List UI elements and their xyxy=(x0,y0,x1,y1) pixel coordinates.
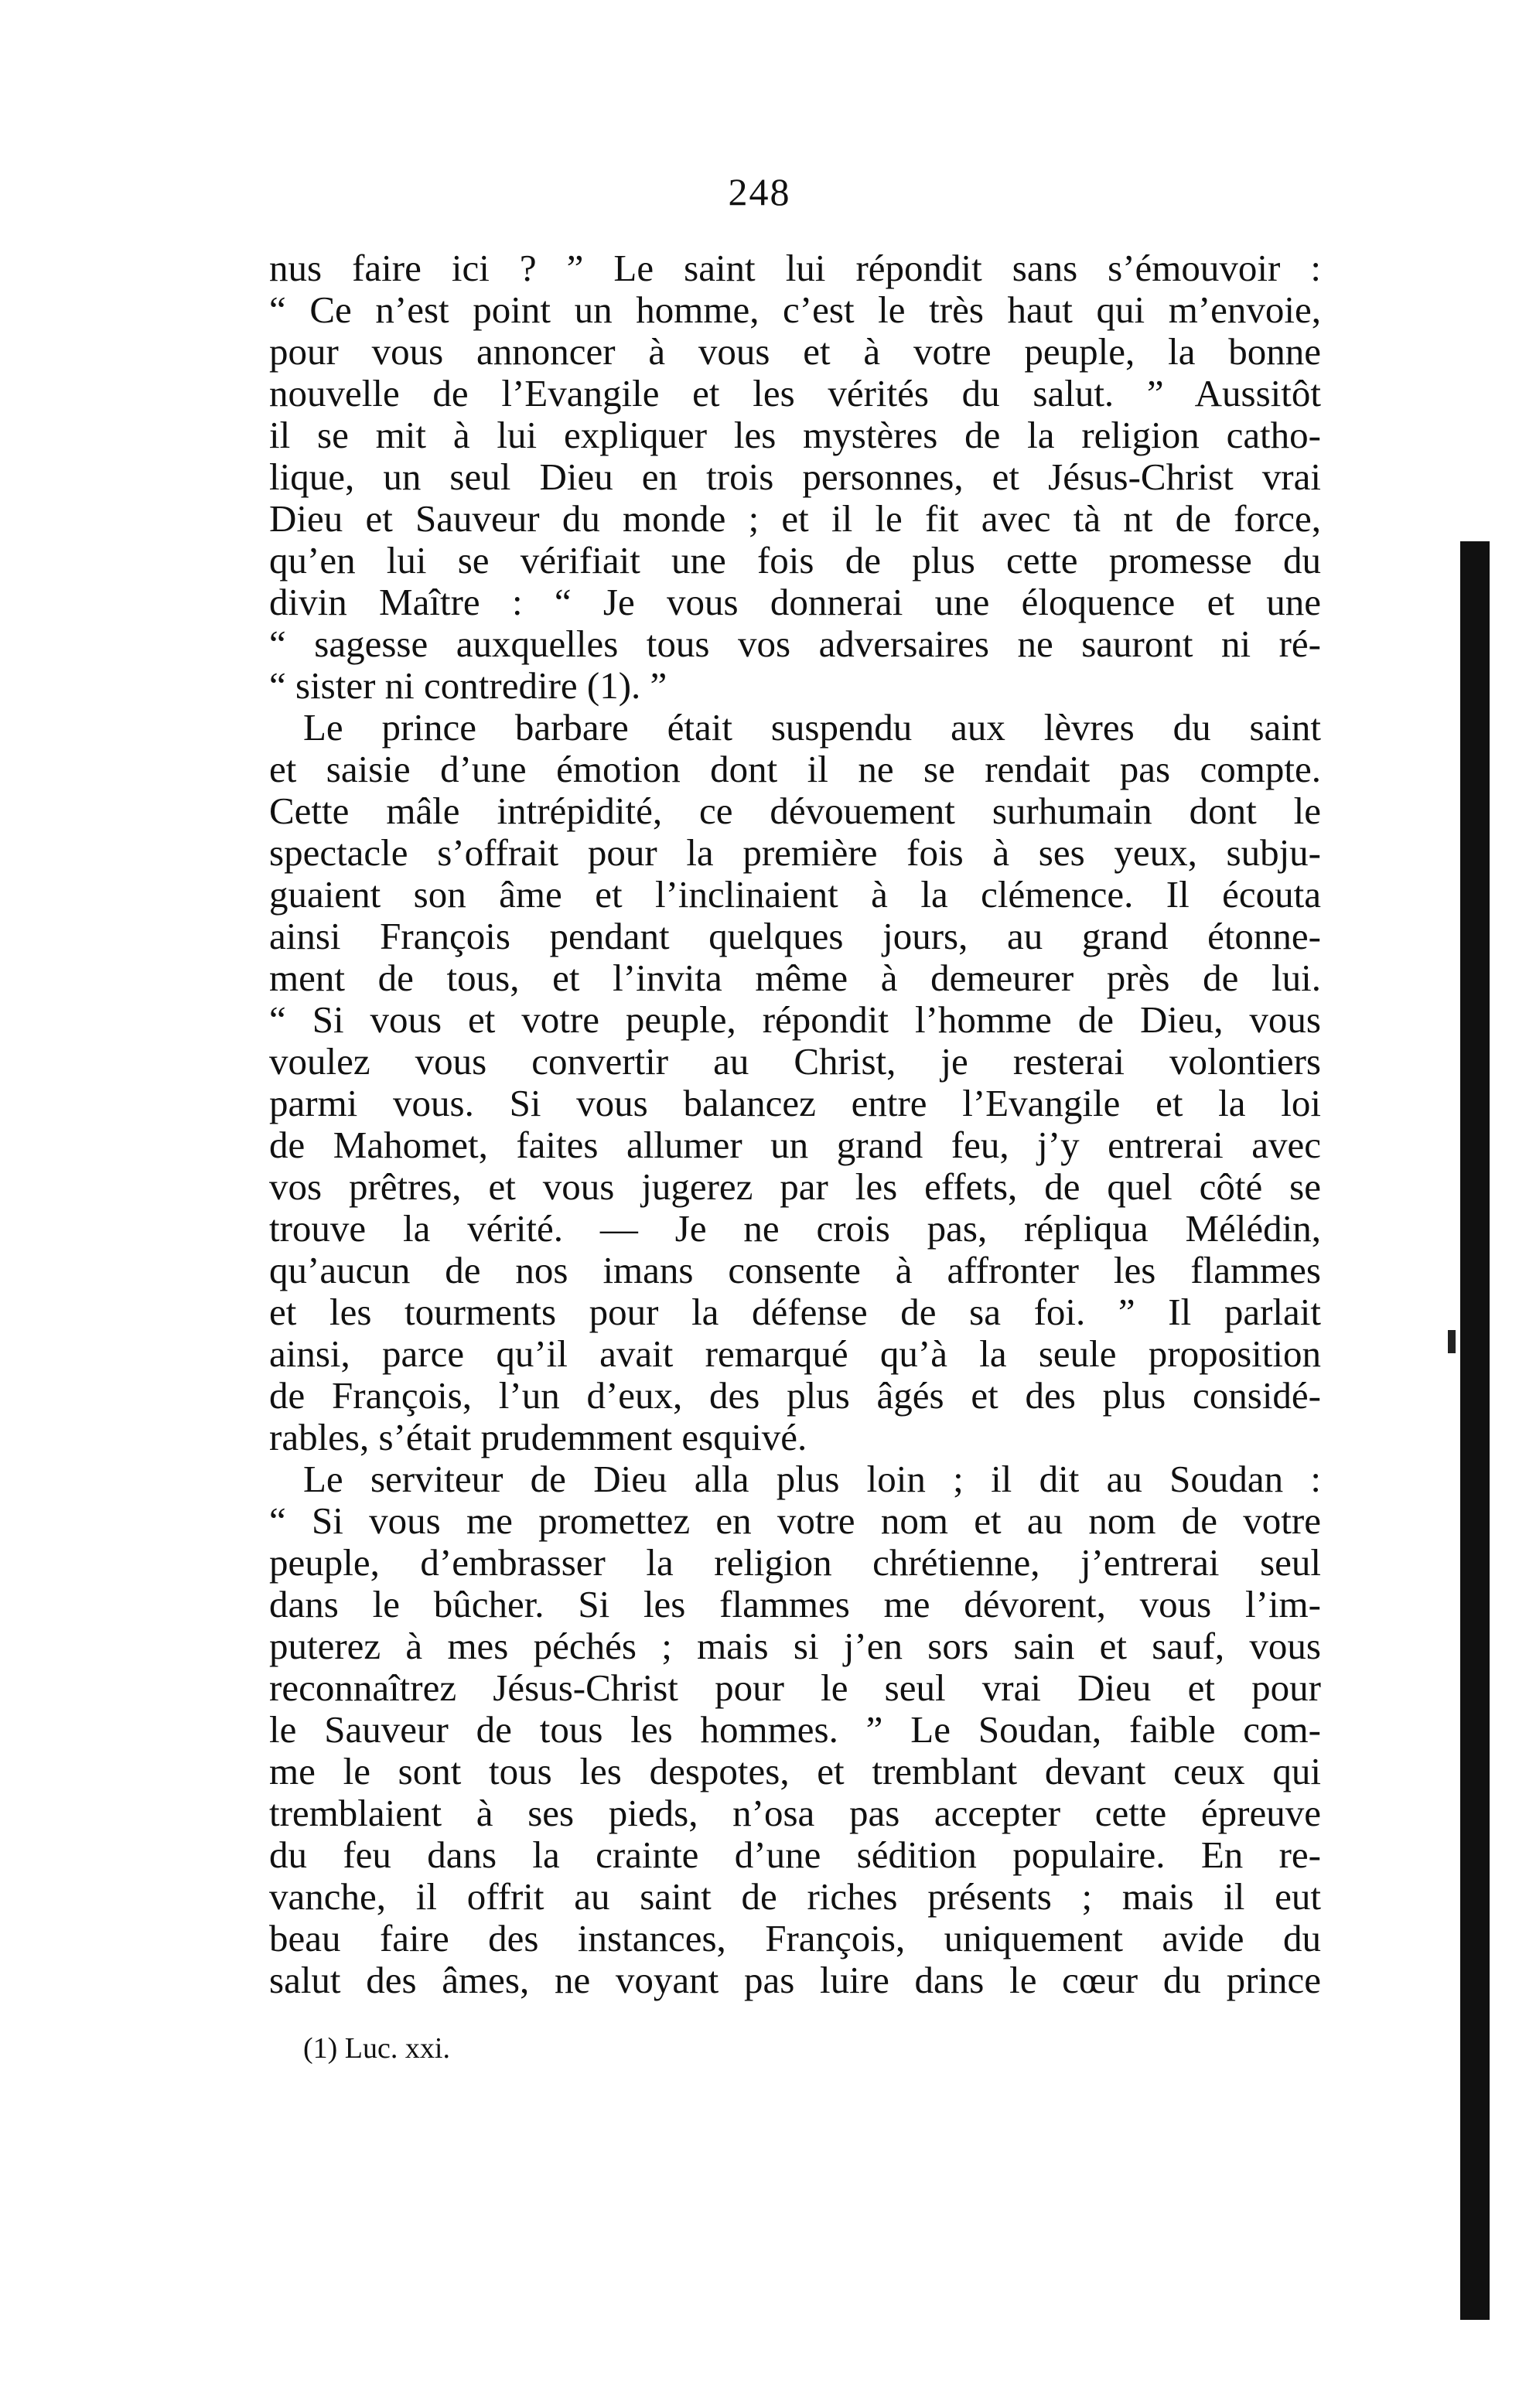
text-line: ment de tous, et l’invita même à demeurer près de lui. xyxy=(269,957,1321,999)
paragraph-start-line: Le prince barbare était suspendu aux lèvres du saint xyxy=(303,706,1321,749)
text-line: parmi vous. Si vous balancez entre l’Evangile et la loi xyxy=(269,1082,1321,1124)
text-line: peuple, d’embrasser la religion chrétienne, j’entrerai seul xyxy=(269,1541,1321,1584)
text-line: “ Si vous me promettez en votre nom et au nom de votre xyxy=(269,1499,1321,1542)
footnote: (1) Luc. xxi. xyxy=(303,2032,450,2065)
text-line: ainsi, parce qu’il avait remarqué qu’à la seule proposition xyxy=(269,1332,1321,1375)
text-line: vos prêtres, et vous jugerez par les effets, de quel côté se xyxy=(269,1165,1321,1208)
text-line: et les tourments pour la défense de sa foi. ” Il parlait xyxy=(269,1291,1321,1333)
text-line: et saisie d’une émotion dont il ne se rendait pas compte. xyxy=(269,748,1321,790)
scan-margin-mark xyxy=(1448,1330,1456,1353)
text-line: guaient son âme et l’inclinaient à la clémence. Il écouta xyxy=(269,873,1321,916)
text-line: ainsi François pendant quelques jours, au grand étonne- xyxy=(269,915,1321,957)
text-line: divin Maître : “ Je vous donnerai une éloquence et une xyxy=(269,581,1321,623)
text-line: vanche, il offrit au saint de riches présents ; mais il eut xyxy=(269,1875,1321,1918)
text-line: Cette mâle intrépidité, ce dévouement surhumain dont le xyxy=(269,790,1321,832)
text-line: “ Si vous et votre peuple, répondit l’homme de Dieu, vous xyxy=(269,998,1321,1041)
text-line: pour vous annoncer à vous et à votre peuple, la bonne xyxy=(269,330,1321,373)
text-line: nouvelle de l’Evangile et les vérités du salut. ” Aussitôt xyxy=(269,372,1321,414)
text-line: me le sont tous les despotes, et tremblant devant ceux qui xyxy=(269,1750,1321,1792)
text-line: “ sagesse auxquelles tous vos adversaires ne sauront ni ré- xyxy=(269,622,1321,665)
body-text xyxy=(269,247,1321,2001)
text-line: puterez à mes péchés ; mais si j’en sors sain et sauf, vous xyxy=(269,1625,1321,1667)
text-line: de François, l’un d’eux, des plus âgés et des plus considé- xyxy=(269,1374,1321,1417)
text-line: de Mahomet, faites allumer un grand feu, j’y entrerai avec xyxy=(269,1124,1321,1166)
text-line: beau faire des instances, François, uniquement avide du xyxy=(269,1917,1321,1959)
text-line: lique, un seul Dieu en trois personnes, et Jésus-Christ vrai xyxy=(269,455,1321,498)
text-line: il se mit à lui expliquer les mystères de la religion catho- xyxy=(269,414,1321,456)
text-line: tremblaient à ses pieds, n’osa pas accepter cette épreuve xyxy=(269,1792,1321,1834)
text-line: trouve la vérité. — Je ne crois pas, répliqua Mélédin, xyxy=(269,1207,1321,1250)
text-line: Dieu et Sauveur du monde ; et il le fit avec tà nt de force, xyxy=(269,497,1321,540)
text-line: reconnaîtrez Jésus-Christ pour le seul vrai Dieu et pour xyxy=(269,1666,1321,1709)
text-line: “ Ce n’est point un homme, c’est le très haut qui m’envoie, xyxy=(269,288,1321,331)
text-line: le Sauveur de tous les hommes. ” Le Soudan, faible com- xyxy=(269,1708,1321,1751)
text-line: rables, s’était prudemment esquivé. xyxy=(269,1416,807,1458)
text-line: salut des âmes, ne voyant pas luire dans le cœur du prince xyxy=(269,1959,1321,2001)
text-line: nus faire ici ? ” Le saint lui répondit sans s’émouvoir : xyxy=(269,247,1321,289)
text-line: qu’aucun de nos imans consente à affronter les flammes xyxy=(269,1249,1321,1291)
text-line: qu’en lui se vérifiait une fois de plus cette promesse du xyxy=(269,539,1321,582)
text-line: du feu dans la crainte d’une sédition populaire. En re- xyxy=(269,1833,1321,1876)
text-line: “ sister ni contredire (1). ” xyxy=(269,664,667,707)
paragraph-start-line: Le serviteur de Dieu alla plus loin ; il dit au Soudan : xyxy=(303,1458,1321,1500)
scan-margin-edge xyxy=(1460,541,1490,2320)
text-line: spectacle s’offrait pour la première fois à ses yeux, subju- xyxy=(269,831,1321,874)
page-number: 248 xyxy=(728,170,791,213)
text-line: dans le bûcher. Si les flammes me dévorent, vous l’im- xyxy=(269,1583,1321,1625)
text-line: voulez vous convertir au Christ, je resterai volontiers xyxy=(269,1040,1321,1083)
